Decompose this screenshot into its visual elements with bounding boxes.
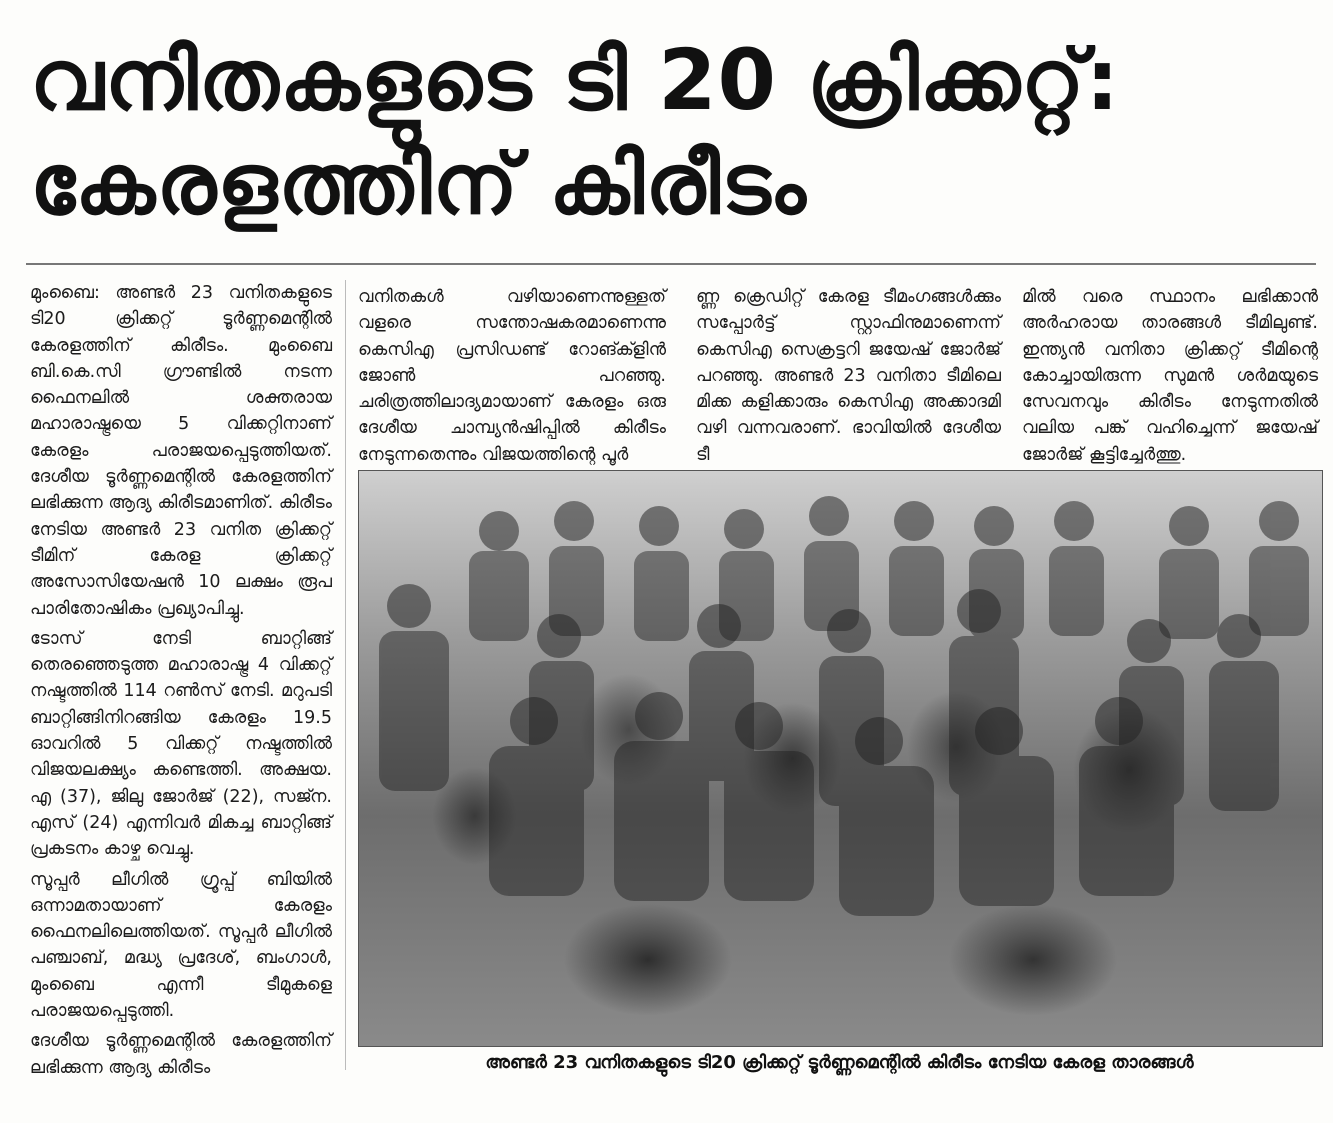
column-divider: [345, 280, 346, 1070]
headline-line-1: വനിതകളുടെ ടി 20 ക്രിക്കറ്റ്:: [30, 31, 1121, 129]
paragraph: ദേശീയ ടൂർണ്ണമെന്റിൽ കേരളത്തിന് ലഭിക്കുന്ന ആദ്യ കിരീടം: [30, 1031, 332, 1078]
paragraph: ടോസ് നേടി ബാറ്റിങ്ങ് തെരഞ്ഞെടുത്ത മഹാരാഷ്ട്ര 4 വിക്കറ്റ് നഷ്ടത്തിൽ 114 റൺസ് നേടി. മറുപടി ബാറ്റിങ്ങിനിറങ്ങിയ കേരളം 19.5 ഓവറിൽ 5 വിക്കറ്റ് നഷ്ടത്തിൽ വിജയലക്ഷ്യം കണ്ടെത്തി. അക്ഷയ. എ (37), ജിലു ജോർജ് (22), സജ്ന. എസ് (24) എന്നിവർ മികച്ച ബാറ്റിങ്ങ് പ്രകടനം കാഴ്ച വെച്ചു.: [30, 628, 332, 860]
headline-rule: [26, 263, 1316, 265]
team-photo-figures: [359, 471, 1322, 1046]
article-column-1: [30, 280, 332, 1085]
paragraph: ണ്ണ ക്രെഡിറ്റ് കേരള ടീമംഗങ്ങൾക്കും സപ്പോർട്ട് സ്റ്റാഫിനുമാണെന്ന് കെസിഎ സെക്രട്ടറി ജയേഷ് ജോർജ് പറഞ്ഞു. അണ്ടർ 23 വനിതാ ടീമിലെ മിക്ക കളിക്കാരും കെസിഎ അക്കാദമി വഴി വന്നവരാണ്. ഭാവിയിൽ ദേശീയ ടീ: [696, 287, 1001, 465]
headline: [30, 28, 1320, 236]
paragraph: വനിതകൾ വഴിയാണെന്നുള്ളത് വളരെ സന്തോഷകരമാണെന്നു കെസിഎ പ്രസിഡണ്ട് റോങ്ക്ളിൻ ജോൺ പറഞ്ഞു. ചരിത്രത്തിലാദ്യമായാണ് കേരളം ഒരു ദേശീയ ചാമ്പ്യൻഷിപ്പിൽ കിരീടം നേടുന്നതെന്നും വിജയത്തിന്റെ പൂർ: [358, 287, 666, 465]
article-column-2: [358, 284, 666, 472]
paragraph: സൂപ്പർ ലീഗിൽ ഗ്രൂപ്പ് ബിയിൽ ഒന്നാമതായാണ് കേരളം ഫൈനലിലെത്തിയത്. സൂപ്പർ ലീഗിൽ പഞ്ചാബ്, മദ്ധ്യ പ്രദേശ്, ബംഗാൾ, മുംബൈ എന്നീ ടീമുകളെ പരാജയപ്പെടുത്തി.: [30, 869, 332, 1022]
paragraph: മിൽ വരെ സ്ഥാനം ലഭിക്കാൻ അർഹരായ താരങ്ങൾ ടീമിലുണ്ട്. ഇന്ത്യൻ വനിതാ ക്രിക്കറ്റ് ടീമിന്റെ കോച്ചായിരുന്ന സുമൻ ശർമയുടെ സേവനവും കിരീടം നേടുന്നതിൽ വലിയ പങ്ക് വഹിച്ചെന്ന് ജയേഷ് ജോർജ് കൂട്ടിച്ചേർത്തു.: [1022, 287, 1318, 465]
paragraph: മുംബൈ: അണ്ടർ 23 വനിതകളുടെ ടി20 ക്രിക്കറ്റ് ടൂർണ്ണമെന്റിൽ കേരളത്തിന് കിരീടം. മുംബൈ ബി.കെ.സി ഗ്രൗണ്ടിൽ നടന്ന ഫൈനലിൽ ശക്തരായ മഹാരാഷ്ട്രയെ 5 വിക്കറ്റിനാണ് കേരളം പരാജയപ്പെടുത്തിയത്. ദേശീയ ടൂർണ്ണമെന്റിൽ കേരളത്തിന് ലഭിക്കുന്ന ആദ്യ കിരീടമാണിത്. കിരീടം നേടിയ അണ്ടർ 23 വനിത ക്രിക്കറ്റ് ടീമിന് കേരള ക്രിക്കറ്റ് അസോസിയേഷൻ 10 ലക്ഷം രൂപ പാരിതോഷികം പ്രഖ്യാപിച്ചു.: [30, 283, 332, 619]
photo-caption: അണ്ടർ 23 വനിതകളുടെ ടി20 ക്രിക്കറ്റ് ടൂർണ്ണമെന്റിൽ കിരീടം നേടിയ കേരള താരങ്ങൾ: [485, 1052, 1194, 1073]
article-column-4: [1022, 284, 1318, 472]
team-photo: [358, 470, 1323, 1047]
headline-line-2: കേരളത്തിന് കിരീടം: [30, 135, 807, 233]
article-column-3: [696, 284, 1001, 472]
